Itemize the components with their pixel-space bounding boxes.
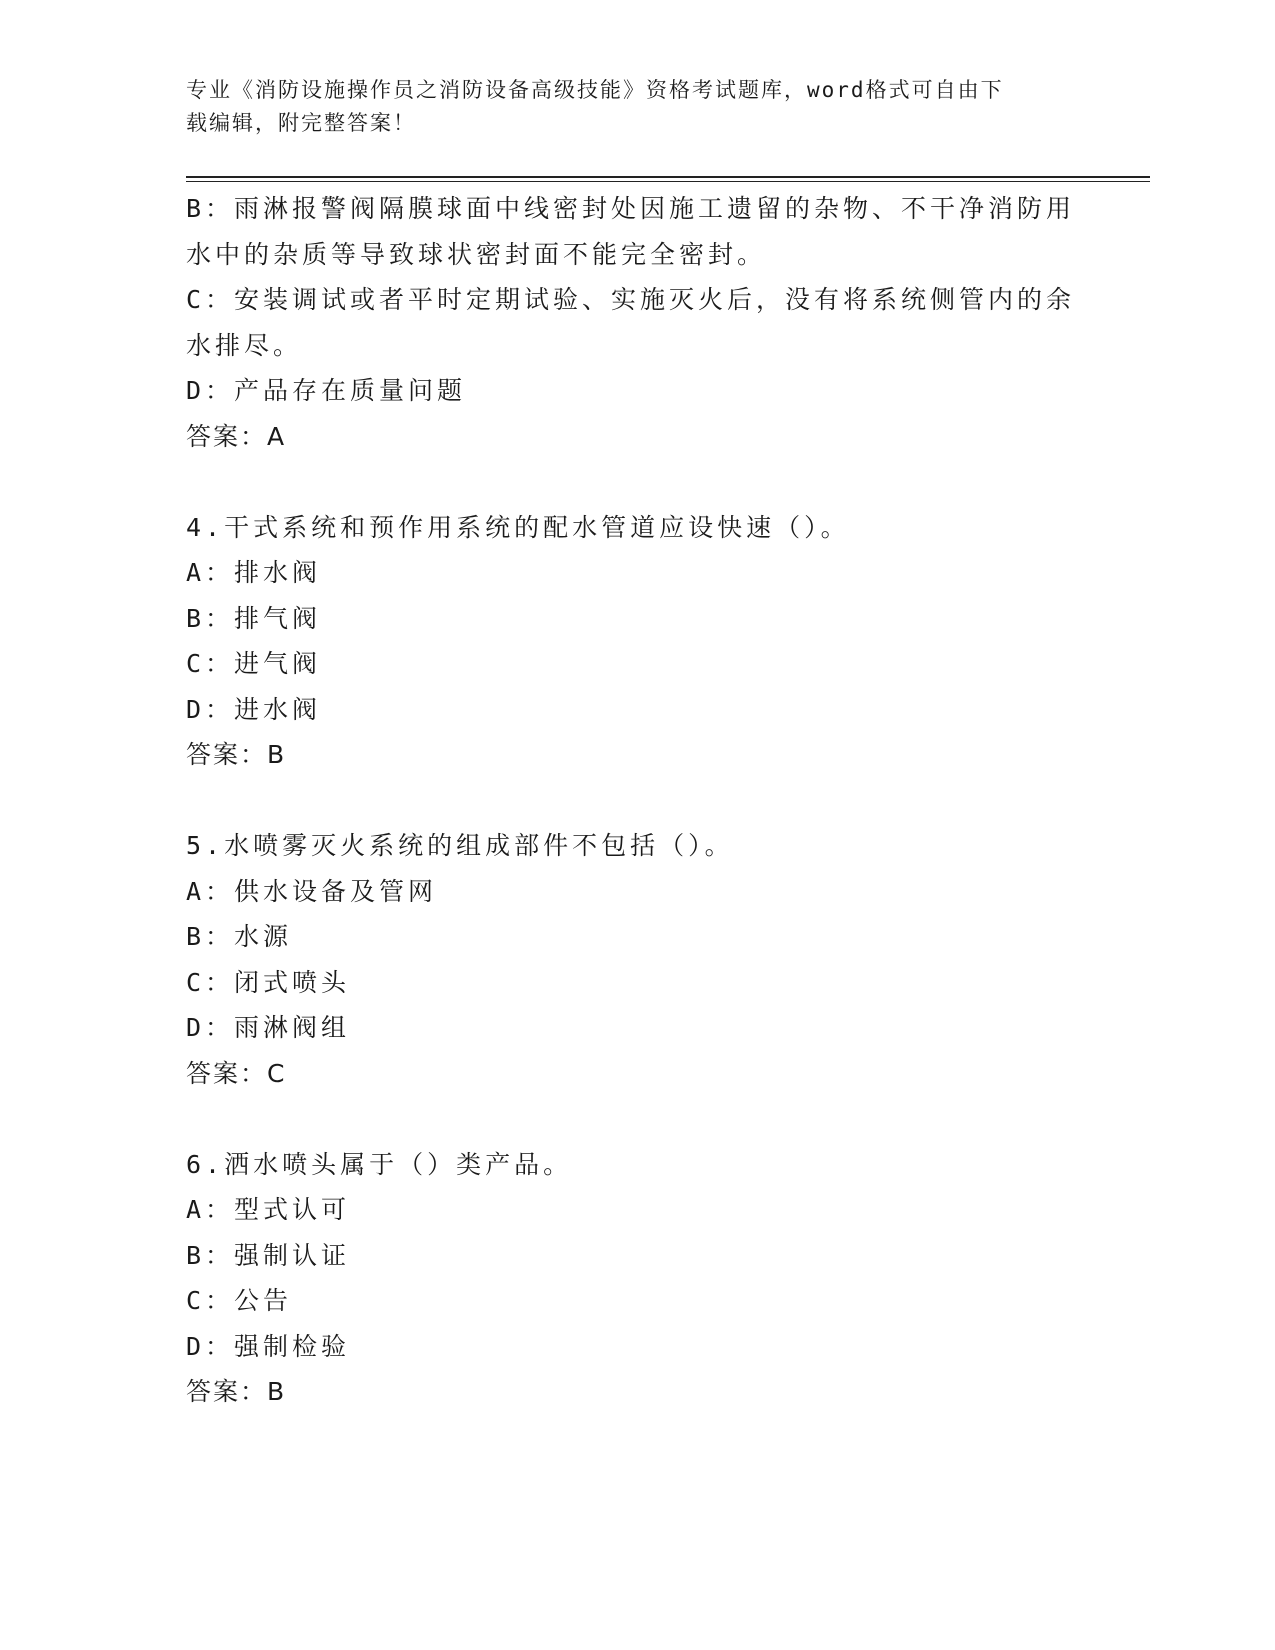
question-block-4: [186, 505, 1086, 778]
header-divider-thin: [186, 181, 1150, 182]
option-b: B：强制认证: [186, 1240, 351, 1270]
question-stem: 4.干式系统和预作用系统的配水管道应设快速（）。: [186, 512, 850, 542]
question-block-6: [186, 1142, 1086, 1415]
option-b-line-2: 水中的杂质等导致球状密封面不能完全密封。: [186, 239, 767, 269]
header-divider-thick: [186, 176, 1150, 178]
question-list: [186, 186, 1086, 1415]
option-c: C：闭式喷头: [186, 967, 351, 997]
header-line-2: 载编辑，附完整答案！: [186, 111, 416, 135]
answer: 答案：A: [186, 421, 287, 451]
option-c-line-2: 水排尽。: [186, 330, 303, 360]
spacer: [186, 778, 1086, 824]
option-b: B：水源: [186, 922, 293, 951]
answer: 答案：B: [186, 740, 287, 769]
option-a: A：型式认可: [186, 1195, 351, 1224]
answer: 答案：C: [186, 1058, 287, 1088]
option-a: A：供水设备及管网: [186, 876, 438, 906]
question-stem: 6.洒水喷头属于（）类产品。: [186, 1149, 573, 1179]
option-d: D：强制检验: [186, 1331, 351, 1361]
header-line-1: 专业《消防设施操作员之消防设备高级技能》资格考试题库，word格式可自由下: [186, 78, 1004, 102]
question-block-3: [186, 186, 1086, 459]
option-c: C：公告: [186, 1286, 293, 1315]
question-block-5: [186, 823, 1086, 1096]
option-d: D：雨淋阀组: [186, 1013, 351, 1042]
option-d: D：进水阀: [186, 694, 322, 724]
option-c: C：进气阀: [186, 649, 322, 678]
answer: 答案：B: [186, 1377, 287, 1406]
option-b-line-1: B：雨淋报警阀隔膜球面中线密封处因施工遗留的杂物、不干净消防用: [186, 194, 1076, 223]
option-d: D：产品存在质量问题: [186, 376, 467, 405]
document-header: [186, 74, 1066, 140]
spacer: [186, 459, 1086, 505]
option-a: A：排水阀: [186, 558, 322, 587]
spacer: [186, 1096, 1086, 1142]
option-b: B：排气阀: [186, 603, 322, 633]
question-stem: 5.水喷雾灭火系统的组成部件不包括（）。: [186, 831, 734, 860]
option-c-line-1: C：安装调试或者平时定期试验、实施灭火后，没有将系统侧管内的余: [186, 285, 1076, 314]
